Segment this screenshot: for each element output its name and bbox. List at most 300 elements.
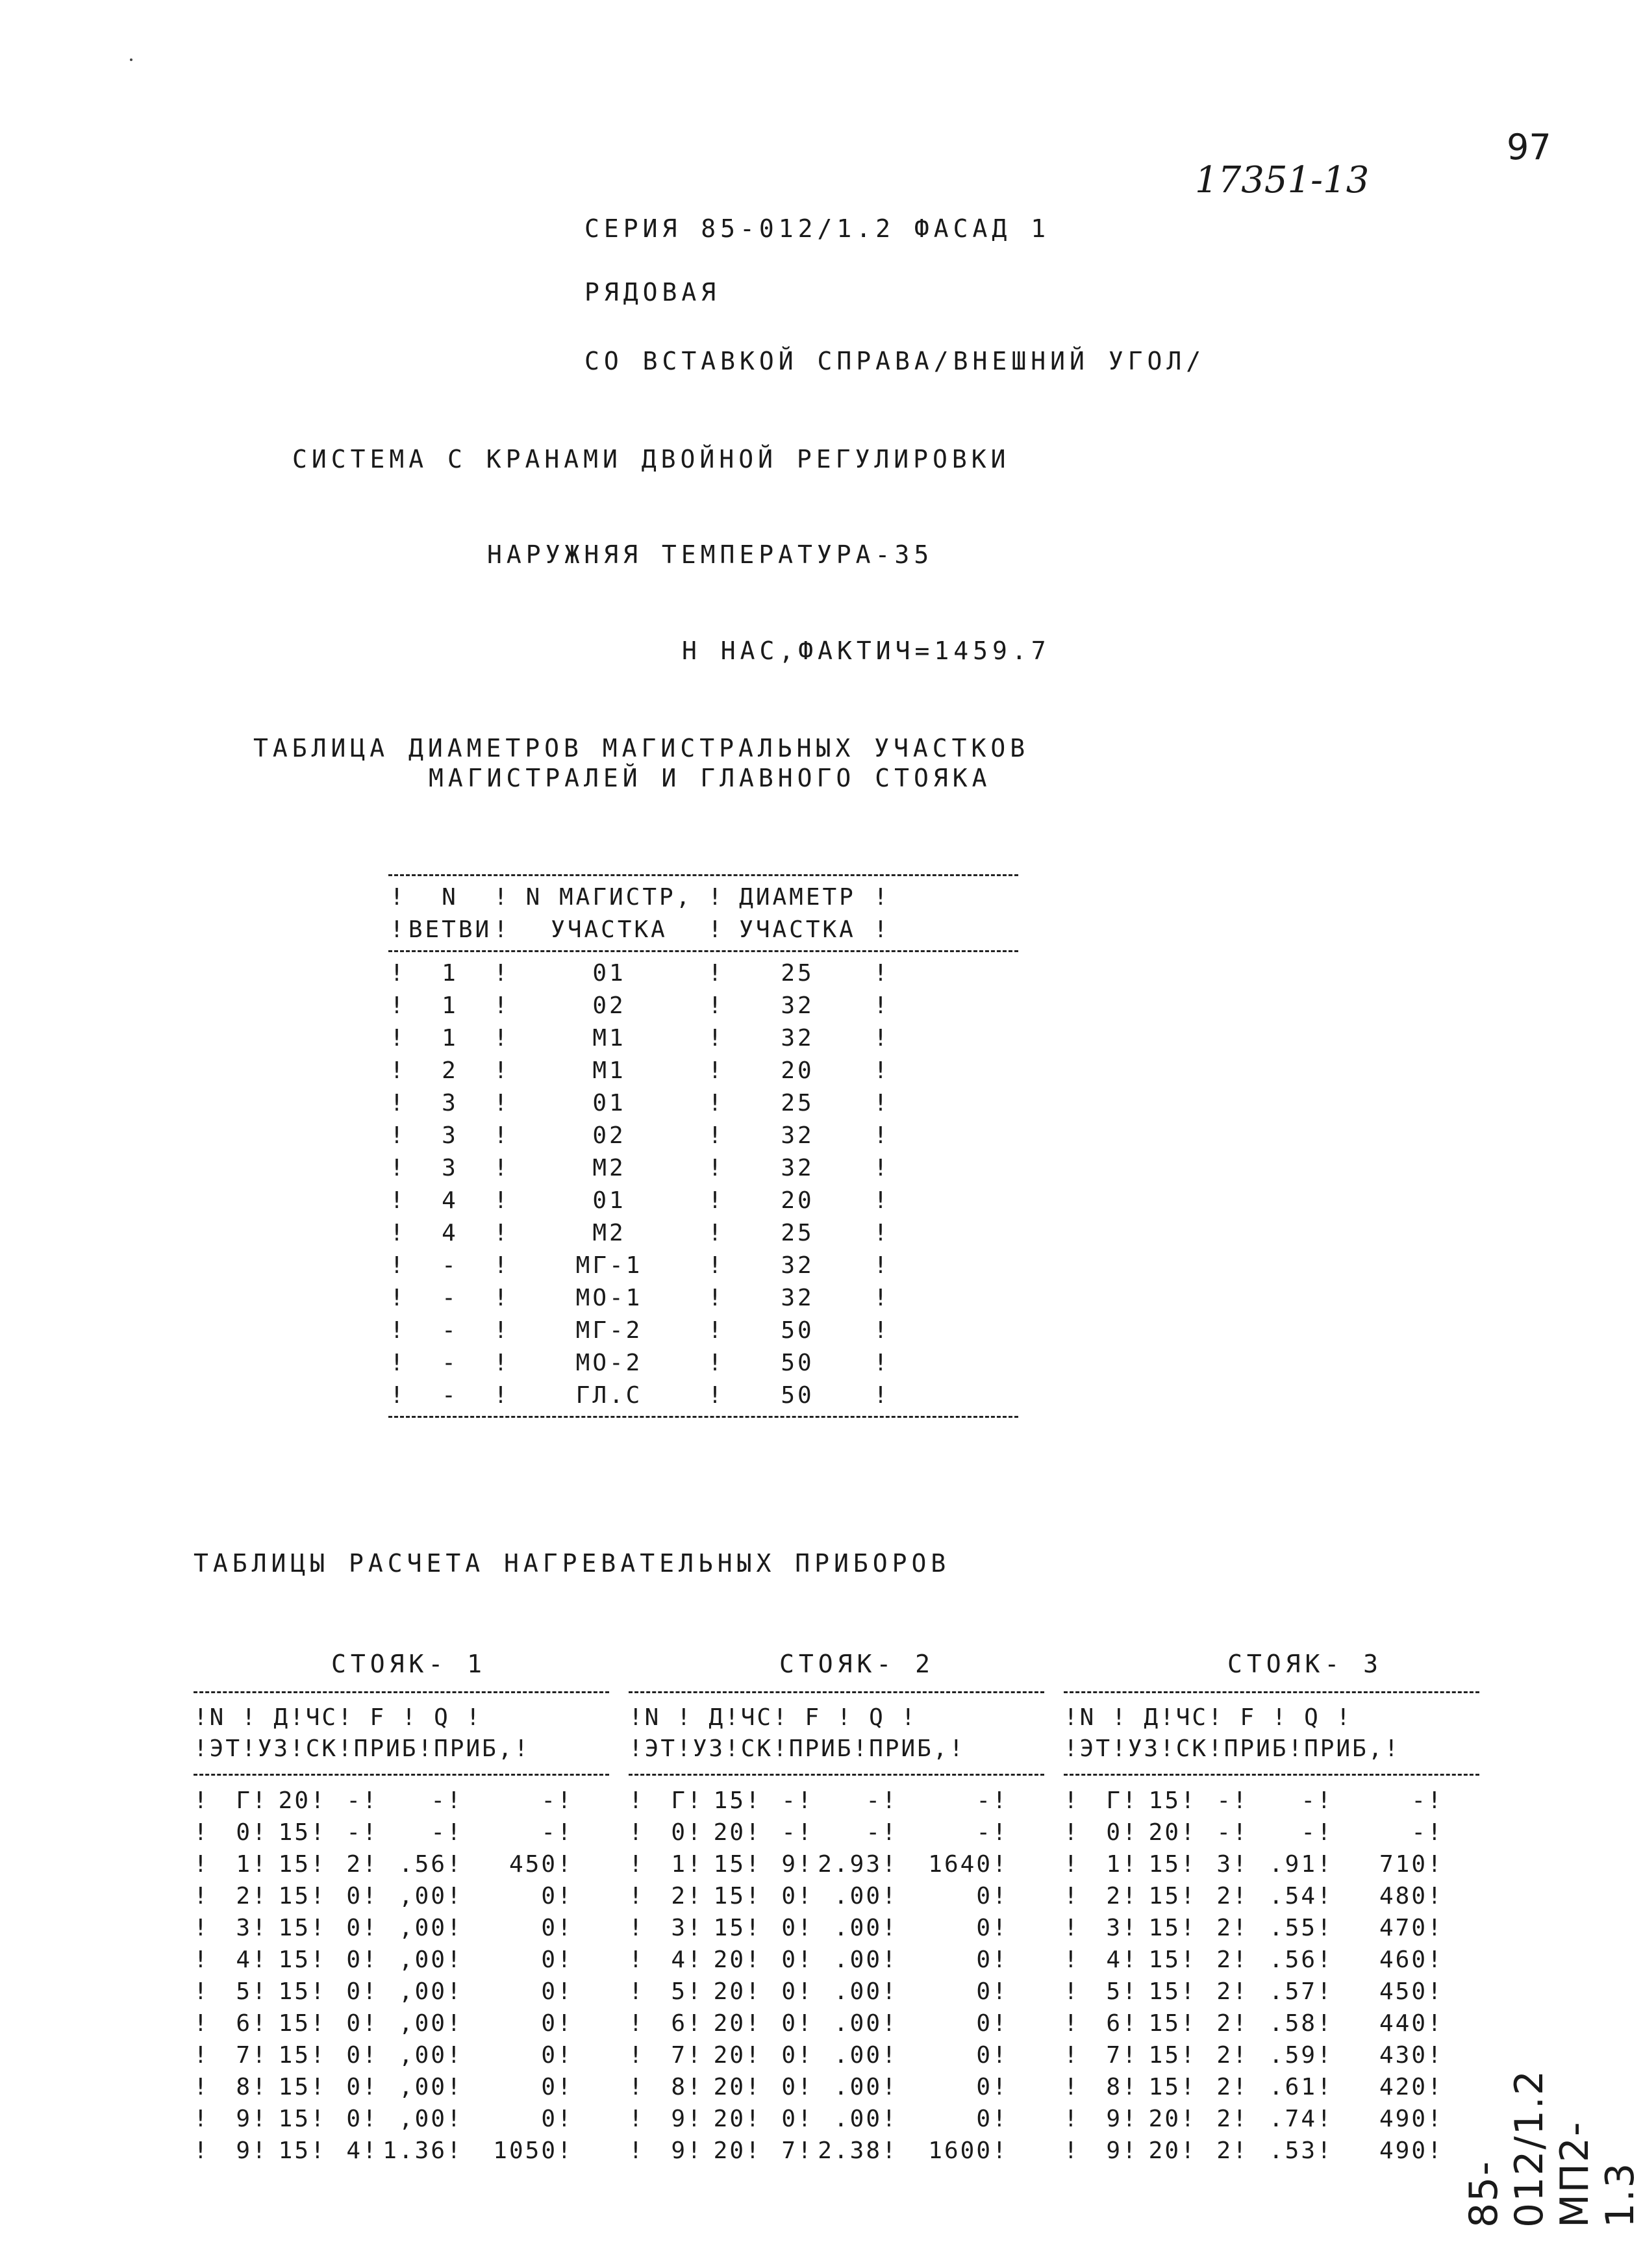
system-line: СИСТЕМА С КРАНАМИ ДВОЙНОЙ РЕГУЛИРОВКИ [292,445,1010,473]
cell-sections: - [781,1819,797,1846]
table-rule [1064,1774,1479,1776]
cell-section: М2 [592,1155,626,1181]
table-rule [194,1774,609,1776]
cell-branch: 3 [442,1122,458,1149]
cell-area: .00 [833,1947,882,1973]
scan-speck [130,58,132,61]
cell-floor: 0 [236,1819,252,1846]
table-row: ! 1 ! 15 ! 3 ! .91 ! 710 ! [1064,1848,1479,1880]
cell-branch: 3 [442,1090,458,1116]
table-row: ! 6 ! 20 ! 0 ! .00 ! 0 ! [629,2008,1044,2039]
cell-section: М2 [592,1220,626,1246]
cell-heat: 420 [1379,2074,1427,2100]
cell-heat: 1050 [493,2137,557,2164]
cell-sections: 7 [781,2137,797,2164]
cell-area: .53 [1268,2137,1317,2164]
cell-area: 1.36 [383,2137,447,2164]
cell-diameter: 15 [713,1851,746,1878]
table-row: ! 9 ! 15 ! 0 ! ,00 ! 0 ! [194,2103,609,2135]
cell-heat: 440 [1379,2010,1427,2037]
cell-sections: 2 [1216,2074,1233,2100]
table-row: ! 6 ! 15 ! 2 ! .58 ! 440 ! [1064,2008,1479,2039]
cell-section: 01 [592,1090,626,1116]
cell-floor: 5 [671,1978,687,2005]
table-row: ! 0 ! 20 ! - ! - ! - ! [629,1817,1044,1848]
cell-section: ГЛ.С [575,1382,643,1409]
cell-section: МГ-1 [575,1252,643,1279]
cell-diameter: 32 [781,992,814,1019]
cell-floor: 0 [1106,1819,1122,1846]
cell-diameter: 20 [781,1187,814,1214]
table-row: ! 5 ! 15 ! 0 ! ,00 ! 0 ! [194,1976,609,2008]
cell-area: .00 [833,2042,882,2069]
cell-heat: - [1411,1819,1427,1846]
table-rule [388,1416,1018,1418]
cell-sections: 0 [781,2106,797,2132]
cell-branch: 3 [442,1155,458,1181]
cell-diameter: 15 [278,1883,310,1909]
cell-area: .56 [398,1851,447,1878]
table-row: ! 3 ! 15 ! 0 ! .00 ! 0 ! [629,1912,1044,1944]
cell-area: .00 [833,2106,882,2132]
table-row: ! 3 ! 15 ! 2 ! .55 ! 470 ! [1064,1912,1479,1944]
table-row: ! 9 ! 20 ! 7 ! 2.38 ! 1600 ! [629,2135,1044,2167]
cell-area: .00 [833,1915,882,1941]
cell-diameter: 32 [781,1252,814,1279]
cell-floor: 3 [236,1915,252,1941]
cell-floor: Г [671,1787,687,1814]
cell-heat: 1640 [928,1851,992,1878]
cell-heat: 0 [541,1883,557,1909]
page-number: 97 [1507,127,1551,168]
cell-diameter: 25 [781,1220,814,1246]
header-section: УЧАСТКА [551,916,668,943]
cell-floor: 4 [1106,1947,1122,1973]
cell-heat: 470 [1379,1915,1427,1941]
table-row: ! - ! МГ-1 ! 32 ! [388,1250,1018,1282]
cell-floor: 1 [236,1851,252,1878]
cell-diameter: 20 [713,1978,746,2005]
cell-area: .58 [1268,2010,1317,2037]
cell-diameter: 50 [781,1317,814,1344]
temperature-line: НАРУЖНЯЯ ТЕМПЕРАТУРА-35 [487,540,934,569]
cell-diameter: 15 [1148,1787,1181,1814]
variant-line: СО ВСТАВКОЙ СПРАВА/ВНЕШНИЙ УГОЛ/ [584,347,1206,375]
cell-diameter: 15 [713,1787,746,1814]
stoyak-table [629,1682,1044,2167]
cell-diameter: 15 [1148,2074,1181,2100]
cell-area: .74 [1268,2106,1317,2132]
table-rule [194,1691,609,1693]
cell-floor: 8 [236,2074,252,2100]
table-rule [388,950,1018,952]
table-rule [629,1774,1044,1776]
cell-heat: 0 [976,2042,992,2069]
cell-heat: 0 [976,1947,992,1973]
heater-rows [1064,1785,1479,2167]
header-branch: ВЕТВИ [408,916,492,943]
cell-floor: 7 [1106,2042,1122,2069]
heater-header-1: !N ! Д!ЧС! F ! Q ! [194,1704,483,1731]
cell-diameter: 32 [781,1122,814,1149]
heater-tables [194,1682,1479,2167]
cell-heat: 0 [976,2106,992,2132]
cell-area: - [866,1819,882,1846]
cell-heat: 0 [976,1883,992,1909]
cell-floor: 9 [236,2137,252,2164]
cell-branch: 1 [442,992,458,1019]
cell-diameter: 50 [781,1382,814,1409]
cell-sections: 0 [346,2042,362,2069]
cell-branch: 2 [442,1057,458,1084]
cell-diameter: 15 [278,1947,310,1973]
cell-sections: 0 [781,2074,797,2100]
cell-heat: 0 [541,2106,557,2132]
table-rule [388,874,1018,876]
cell-floor: 5 [236,1978,252,2005]
cell-floor: 2 [1106,1883,1122,1909]
cell-heat: 450 [1379,1978,1427,2005]
cell-sections: 0 [781,2010,797,2037]
table-row: ! 0 ! 15 ! - ! - ! - ! [194,1817,609,1848]
cell-diameter: 20 [713,2137,746,2164]
cell-heat: 0 [541,2074,557,2100]
cell-floor: 9 [1106,2137,1122,2164]
cell-diameter: 15 [278,2074,310,2100]
cell-sections: 3 [1216,1851,1233,1878]
cell-heat: 460 [1379,1947,1427,1973]
table-row: ! 1 ! М1 ! 32 ! [388,1022,1018,1055]
cell-area: .00 [833,2074,882,2100]
table-row: ! 7 ! 15 ! 2 ! .59 ! 430 ! [1064,2039,1479,2071]
cell-area: 2.93 [818,1851,882,1878]
cell-area: .61 [1268,2074,1317,2100]
header-diameter: УЧАСТКА [739,916,856,943]
cell-branch: - [442,1350,458,1376]
cell-floor: 4 [236,1947,252,1973]
cell-diameter: 20 [713,1819,746,1846]
heater-table-title: ТАБЛИЦЫ РАСЧЕТА НАГРЕВАТЕЛЬНЫХ ПРИБОРОВ [194,1549,951,1578]
header-diameter: ДИАМЕТР [739,884,856,911]
cell-diameter: 15 [278,1819,310,1846]
cell-area: ,00 [398,1915,447,1941]
cell-sections: 0 [346,2106,362,2132]
cell-floor: 6 [671,2010,687,2037]
cell-diameter: 15 [1148,2010,1181,2037]
heater-rows [194,1785,609,2167]
cell-floor: 2 [671,1883,687,1909]
cell-section: 01 [592,1187,626,1214]
cell-section: МО-1 [575,1285,643,1311]
cell-area: ,00 [398,2010,447,2037]
cell-branch: 1 [442,1025,458,1052]
cell-sections: 2 [1216,1915,1233,1941]
table-row: ! - ! МО-1 ! 32 ! [388,1282,1018,1315]
cell-branch: 4 [442,1187,458,1214]
cell-sections: - [1216,1819,1233,1846]
stoyak-1-title: СТОЯК- 1 [331,1650,487,1678]
cell-diameter: 15 [278,2106,310,2132]
cell-sections: 0 [346,2074,362,2100]
table-row: ! 8 ! 20 ! 0 ! .00 ! 0 ! [629,2071,1044,2103]
table-row: ! 3 ! М2 ! 32 ! [388,1152,1018,1185]
cell-diameter: 15 [278,1851,310,1878]
cell-heat: - [976,1787,992,1814]
cell-floor: 8 [671,2074,687,2100]
cell-floor: 7 [671,2042,687,2069]
cell-diameter: 20 [713,2106,746,2132]
stoyak-table [194,1682,609,2167]
cell-section: МГ-2 [575,1317,643,1344]
cell-area: .91 [1268,1851,1317,1878]
cell-diameter: 25 [781,1090,814,1116]
cell-diameter: 32 [781,1285,814,1311]
cell-heat: 490 [1379,2137,1427,2164]
table-row: ! 3 ! 15 ! 0 ! ,00 ! 0 ! [194,1912,609,1944]
series-line: СЕРИЯ 85-012/1.2 ФАСАД 1 [584,214,1051,243]
cell-area: 2.38 [818,2137,882,2164]
cell-branch: 4 [442,1220,458,1246]
cell-heat: - [541,1819,557,1846]
cell-diameter: 15 [1148,1851,1181,1878]
cell-area: - [1301,1787,1317,1814]
cell-area: ,00 [398,1883,447,1909]
cell-heat: 0 [976,1978,992,2005]
table-row: ! 9 ! 20 ! 2 ! .74 ! 490 ! [1064,2103,1479,2135]
cell-section: 02 [592,1122,626,1149]
table-row: ! 5 ! 20 ! 0 ! .00 ! 0 ! [629,1976,1044,2008]
table-row: ! Г ! 15 ! - ! - ! - ! [1064,1785,1479,1817]
cell-diameter: 20 [781,1057,814,1084]
cell-sections: - [1216,1787,1233,1814]
cell-sections: 0 [346,1978,362,2005]
cell-sections: 0 [346,1947,362,1973]
cell-heat: 710 [1379,1851,1427,1878]
cell-sections: 0 [346,1883,362,1909]
cell-area: - [431,1787,447,1814]
cell-heat: 490 [1379,2106,1427,2132]
cell-diameter: 20 [713,2074,746,2100]
table-row: ! Г ! 20 ! - ! - ! - ! [194,1785,609,1817]
cell-heat: 430 [1379,2042,1427,2069]
cell-area: ,00 [398,1978,447,2005]
table-row: ! 8 ! 15 ! 2 ! .61 ! 420 ! [1064,2071,1479,2103]
cell-sections: - [781,1787,797,1814]
cell-branch: - [442,1317,458,1344]
table-row: ! 9 ! 15 ! 4 ! 1.36 ! 1050 ! [194,2135,609,2167]
cell-sections: 2 [1216,1947,1233,1973]
cell-diameter: 15 [1148,2042,1181,2069]
pressure-line: Н НАС,ФАКТИЧ=1459.7 [682,636,1051,665]
cell-diameter: 15 [278,2137,310,2164]
cell-floor: 9 [671,2137,687,2164]
table-row: ! 7 ! 15 ! 0 ! ,00 ! 0 ! [194,2039,609,2071]
table-row: ! - ! МО-2 ! 50 ! [388,1347,1018,1380]
table-row: ! 1 ! 02 ! 32 ! [388,990,1018,1022]
heater-header-1: !N ! Д!ЧС! F ! Q ! [629,1704,918,1731]
cell-branch: - [442,1285,458,1311]
cell-diameter: 15 [278,1915,310,1941]
heater-rows [629,1785,1044,2167]
cell-sections: 2 [1216,2010,1233,2037]
table-row: ! 2 ! М1 ! 20 ! [388,1055,1018,1087]
cell-floor: 7 [236,2042,252,2069]
table-row: ! 1 ! 01 ! 25 ! [388,957,1018,990]
cell-sections: - [346,1819,362,1846]
cell-floor: 8 [1106,2074,1122,2100]
cell-sections: 0 [781,1915,797,1941]
cell-diameter: 20 [1148,2137,1181,2164]
table-row: ! 2 ! 15 ! 2 ! .54 ! 480 ! [1064,1880,1479,1912]
cell-diameter: 25 [781,960,814,987]
table-row: ! 4 ! М2 ! 25 ! [388,1217,1018,1250]
cell-diameter: 15 [713,1883,746,1909]
cell-diameter: 15 [1148,1915,1181,1941]
cell-floor: 6 [1106,2010,1122,2037]
header-branch: N [442,884,458,911]
cell-heat: 0 [976,1915,992,1941]
cell-floor: 3 [1106,1915,1122,1941]
cell-diameter: 20 [1148,1819,1181,1846]
cell-area: ,00 [398,2074,447,2100]
cell-heat: - [1411,1787,1427,1814]
cell-diameter: 15 [1148,1947,1181,1973]
cell-section: МО-2 [575,1350,643,1376]
cell-area: - [866,1787,882,1814]
table-row: ! 9 ! 20 ! 0 ! .00 ! 0 ! [629,2103,1044,2135]
table-row: ! 5 ! 15 ! 2 ! .57 ! 450 ! [1064,1976,1479,2008]
cell-area: .00 [833,1978,882,2005]
table-row: ! 2 ! 15 ! 0 ! .00 ! 0 ! [629,1880,1044,1912]
stoyak-2-title: СТОЯК- 2 [779,1650,935,1678]
cell-sections: 0 [781,1947,797,1973]
cell-floor: 0 [671,1819,687,1846]
table-row: ! 4 ! 15 ! 0 ! ,00 ! 0 ! [194,1944,609,1976]
diameter-table-title: ТАБЛИЦА ДИАМЕТРОВ МАГИСТРАЛЬНЫХ УЧАСТКОВ [253,734,1030,762]
cell-area: ,00 [398,1947,447,1973]
table-row: ! 0 ! 20 ! - ! - ! - ! [1064,1817,1479,1848]
table-header-row: ! ВЕТВИ ! УЧАСТКА ! УЧАСТКА ! [388,914,1018,946]
cell-heat: 450 [508,1851,557,1878]
cell-heat: - [976,1819,992,1846]
table-row: ! 1 ! 15 ! 9 ! 2.93 ! 1640 ! [629,1848,1044,1880]
cell-heat: 0 [976,2074,992,2100]
heater-header-2: !ЭТ!УЗ!СК!ПРИБ!ПРИБ,! [629,1735,966,1762]
cell-area: - [1301,1819,1317,1846]
cell-diameter: 15 [278,1978,310,2005]
cell-area: .54 [1268,1883,1317,1909]
table-row: ! 6 ! 15 ! 0 ! ,00 ! 0 ! [194,2008,609,2039]
cell-diameter: 15 [713,1915,746,1941]
cell-section: М1 [592,1057,626,1084]
cell-sections: 9 [781,1851,797,1878]
cell-sections: 0 [346,2010,362,2037]
cell-area: - [431,1819,447,1846]
table-row: ! 9 ! 20 ! 2 ! .53 ! 490 ! [1064,2135,1479,2167]
cell-sections: 2 [1216,1883,1233,1909]
table-row: ! 1 ! 15 ! 2 ! .56 ! 450 ! [194,1848,609,1880]
cell-sections: - [346,1787,362,1814]
cell-area: ,00 [398,2106,447,2132]
table-row: ! 4 ! 15 ! 2 ! .56 ! 460 ! [1064,1944,1479,1976]
cell-heat: 480 [1379,1883,1427,1909]
cell-sections: 2 [1216,1978,1233,2005]
cell-area: .56 [1268,1947,1317,1973]
cell-floor: 1 [671,1851,687,1878]
diameter-rows [388,957,1018,1412]
heater-header-1: !N ! Д!ЧС! F ! Q ! [1064,1704,1353,1731]
side-stamp: 85-012/1.2 МП2-1.3 [1461,2069,1643,2228]
cell-branch: - [442,1252,458,1279]
cell-section: 01 [592,960,626,987]
cell-floor: 6 [236,2010,252,2037]
cell-diameter: 32 [781,1025,814,1052]
stoyak-3-title: СТОЯК- 3 [1227,1650,1383,1678]
heater-header-2: !ЭТ!УЗ!СК!ПРИБ!ПРИБ,! [194,1735,531,1762]
table-row: ! 7 ! 20 ! 0 ! .00 ! 0 ! [629,2039,1044,2071]
cell-floor: 5 [1106,1978,1122,2005]
cell-section: 02 [592,992,626,1019]
cell-diameter: 15 [1148,1883,1181,1909]
cell-area: .57 [1268,1978,1317,2005]
cell-floor: Г [1106,1787,1122,1814]
table-row: ! 3 ! 02 ! 32 ! [388,1120,1018,1152]
cell-area: .00 [833,1883,882,1909]
cell-floor: 1 [1106,1851,1122,1878]
cell-floor: 9 [671,2106,687,2132]
cell-sections: 0 [781,1978,797,2005]
cell-diameter: 20 [278,1787,310,1814]
cell-sections: 0 [781,2042,797,2069]
cell-floor: 9 [1106,2106,1122,2132]
table-row: ! 8 ! 15 ! 0 ! ,00 ! 0 ! [194,2071,609,2103]
table-row: ! - ! МГ-2 ! 50 ! [388,1315,1018,1347]
cell-area: ,00 [398,2042,447,2069]
diameter-table [388,870,1018,1423]
cell-diameter: 15 [278,2010,310,2037]
cell-area: .55 [1268,1915,1317,1941]
cell-heat: - [541,1787,557,1814]
document-number: 17351-13 [1195,159,1370,201]
table-rule [629,1691,1044,1693]
cell-sections: 4 [346,2137,362,2164]
cell-heat: 0 [541,1947,557,1973]
cell-sections: 2 [1216,2106,1233,2132]
table-header-row: ! N ! N МАГИСТР, ! ДИАМЕТР ! [388,881,1018,914]
heater-header-2: !ЭТ!УЗ!СК!ПРИБ!ПРИБ,! [1064,1735,1401,1762]
cell-floor: 4 [671,1947,687,1973]
cell-diameter: 32 [781,1155,814,1181]
cell-diameter: 20 [1148,2106,1181,2132]
cell-section: М1 [592,1025,626,1052]
cell-heat: 0 [541,1915,557,1941]
type-line: РЯДОВАЯ [584,278,721,307]
cell-area: .59 [1268,2042,1317,2069]
cell-heat: 0 [541,2010,557,2037]
stoyak-table [1064,1682,1479,2167]
cell-diameter: 20 [713,2042,746,2069]
cell-sections: 2 [1216,2042,1233,2069]
header-section: N МАГИСТР, [525,884,693,911]
table-row: ! 4 ! 20 ! 0 ! .00 ! 0 ! [629,1944,1044,1976]
cell-floor: 9 [236,2106,252,2132]
diameter-table-subtitle: МАГИСТРАЛЕЙ И ГЛАВНОГО СТОЯКА [429,764,992,792]
cell-sections: 2 [346,1851,362,1878]
cell-area: .00 [833,2010,882,2037]
table-row: ! 2 ! 15 ! 0 ! ,00 ! 0 ! [194,1880,609,1912]
cell-floor: 3 [671,1915,687,1941]
cell-heat: 0 [976,2010,992,2037]
